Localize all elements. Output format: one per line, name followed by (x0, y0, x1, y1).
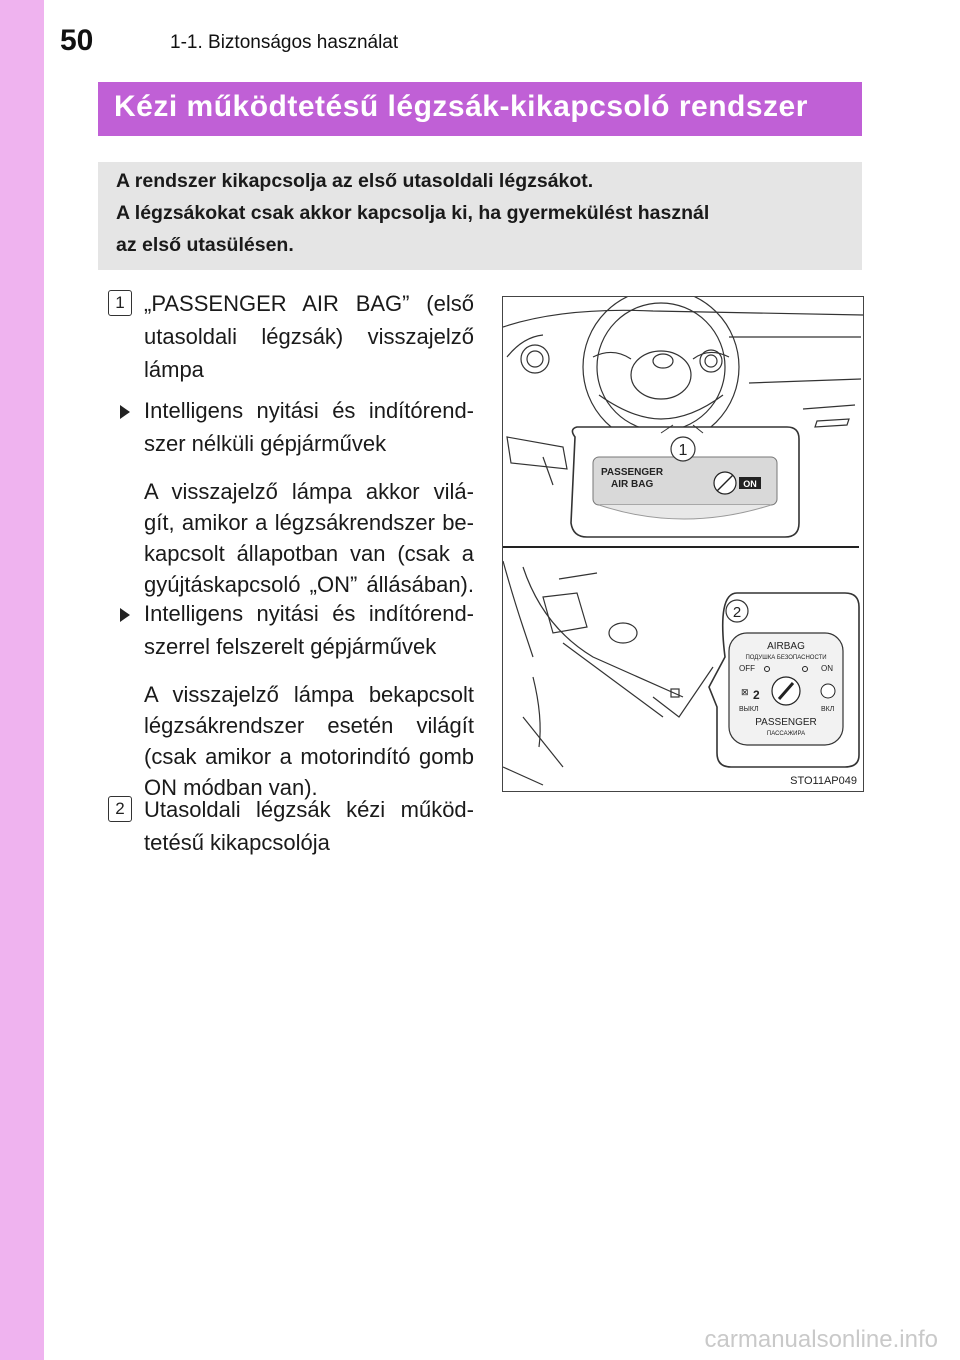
subitem-body: A visszajelző lámpa bekapcsolt (144, 682, 474, 707)
subitem-body: gyújtáskapcsoló „ON” állásában). (144, 572, 474, 597)
summary-box (98, 162, 862, 270)
summary-line: A légzsákokat csak akkor kapcsolja ki, ha gyermekülést használ (116, 202, 710, 224)
subitem-heading: Intelligens nyitási és indítórend- (144, 601, 474, 626)
subitem-body: A visszajelző lámpa akkor vilá- (144, 479, 474, 504)
subitem-body: kapcsolt állapotban van (csak a (144, 541, 474, 566)
title-bar (98, 82, 862, 136)
subitem-body: gít, amikor a légzsákrendszer be- (144, 510, 474, 535)
item-number-1: 1 (108, 290, 132, 316)
summary-line: A rendszer kikapcsolja az első utasoldali légzsákot. (116, 170, 594, 192)
indicator-label-line: AIR BAG (611, 479, 654, 490)
subitem-heading: szerrel felszerelt gépjárművek (144, 634, 437, 659)
page-side-strip (0, 0, 44, 1360)
callout-number-1: 1 (678, 442, 688, 459)
switch-bottom-label-ru: ПАССАЖИРА (766, 731, 806, 737)
section-header: 1-1. Biztonságos használat (170, 32, 399, 53)
switch-top-label: AIRBAG (767, 641, 805, 652)
item-2-line: tetésű kikapcsolója (144, 830, 330, 855)
page-title: Kézi működtetésű légzsák-kikapcsoló rendszer (114, 90, 808, 123)
indicator-label-line: PASSENGER (601, 467, 664, 478)
item-1-line: „PASSENGER AIR BAG” (első (144, 291, 474, 316)
subitem-heading: szer nélküli gépjárművek (144, 431, 387, 456)
airbag-illustration-drawing (503, 297, 863, 791)
switch-on-label-ru: ВКЛ (821, 706, 835, 713)
item-1-line: utasoldali légzsák) visszajelző (144, 324, 474, 349)
item-number-2: 2 (108, 796, 132, 822)
item-2-line: Utasoldali légzsák kézi működ- (144, 797, 474, 822)
subitem-body: ON módban van). (144, 775, 318, 800)
subitem-body: légzsákrendszer esetén világít (144, 713, 474, 738)
airbag-on-icon (821, 684, 835, 698)
airbag-off-icon: ⊠ (741, 687, 749, 697)
callout-switch-bubble (709, 593, 859, 767)
triangle-bullet-icon (120, 405, 130, 419)
seat-number: 2 (753, 688, 760, 702)
switch-bottom-label: PASSENGER (755, 717, 817, 728)
item-1-line: lámpa (144, 357, 204, 382)
watermark: carmanualsonline.info (704, 1326, 938, 1353)
triangle-bullet-icon (120, 608, 130, 622)
page-number: 50 (60, 24, 94, 57)
airbag-illustration (502, 296, 864, 792)
callout-number-2: 2 (732, 604, 742, 621)
switch-top-label-ru: ПОДУШКА БЕЗОПАСНОСТИ (745, 655, 827, 661)
subitem-body: (csak amikor a motorindító gomb (144, 744, 474, 769)
switch-on-label: ON (821, 664, 833, 673)
subitem-heading: Intelligens nyitási és indítórend- (144, 398, 474, 423)
switch-off-label-ru: ВЫКЛ (739, 706, 759, 713)
summary-line: az első utasülésen. (116, 234, 294, 256)
switch-off-label: OFF (739, 664, 755, 673)
figure-code: STO11AP049 (790, 775, 857, 787)
callout-indicator-bubble (571, 425, 799, 537)
indicator-on-label: ON (743, 479, 757, 489)
